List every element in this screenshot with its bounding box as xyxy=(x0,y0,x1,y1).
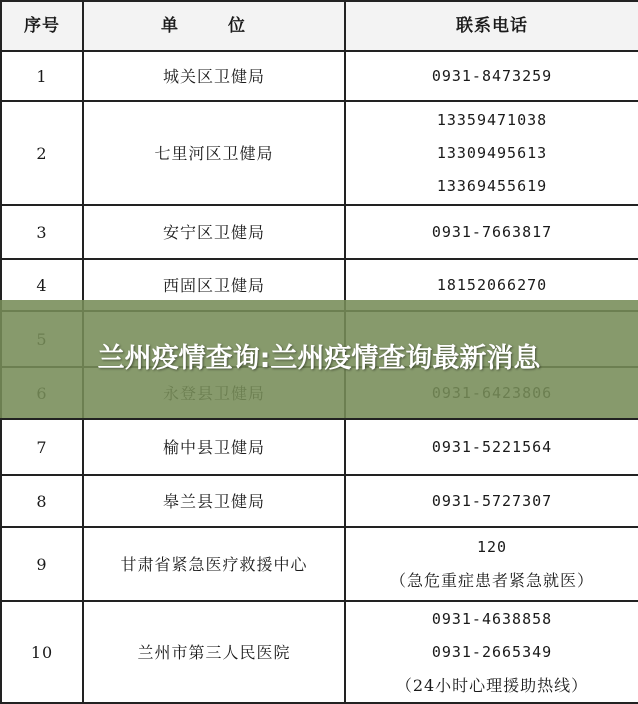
table-header-row xyxy=(2,2,638,52)
phone-number: 0931-2665349 xyxy=(431,642,553,661)
row-phone-cell xyxy=(346,528,638,602)
row-serial: 10 xyxy=(2,602,84,704)
row-serial: 4 xyxy=(2,260,84,312)
phone-number: 0931-7663817 xyxy=(431,222,553,241)
row-serial: 9 xyxy=(2,528,84,602)
row-unit: 七里河区卫健局 xyxy=(84,102,346,206)
row-serial: 3 xyxy=(2,206,84,260)
phone-number: 13359471038 xyxy=(436,110,548,129)
table-row xyxy=(2,206,638,260)
row-phone-cell xyxy=(346,206,638,260)
phone-note: （急危重症患者紧急就医） xyxy=(389,571,594,590)
row-unit: 榆中县卫健局 xyxy=(84,420,346,476)
header-serial: 序号 xyxy=(2,2,84,52)
row-phone-cell xyxy=(346,52,638,102)
phone-number: 13369455619 xyxy=(436,176,548,195)
phone-number: 120 xyxy=(476,538,508,556)
phone-number: 0931-8473259 xyxy=(431,66,553,85)
row-unit: 兰州市第三人民医院 xyxy=(84,602,346,704)
row-phone-cell xyxy=(346,476,638,528)
table-row xyxy=(2,476,638,528)
row-phone-cell xyxy=(346,102,638,206)
phone-note: （24小时心理援助热线） xyxy=(395,675,589,695)
table-row xyxy=(2,52,638,102)
table-row xyxy=(2,420,638,476)
table-row xyxy=(2,528,638,602)
header-phone: 联系电话 xyxy=(346,2,638,52)
table-row xyxy=(2,102,638,206)
header-unit: 单 位 xyxy=(84,2,346,52)
row-serial: 7 xyxy=(2,420,84,476)
phone-number: 18152066270 xyxy=(436,275,548,294)
phone-number: 13309495613 xyxy=(436,143,548,162)
table-row xyxy=(2,602,638,704)
title-banner xyxy=(0,300,638,418)
row-unit: 城关区卫健局 xyxy=(84,52,346,102)
row-unit: 安宁区卫健局 xyxy=(84,206,346,260)
row-serial: 8 xyxy=(2,476,84,528)
row-unit: 皋兰县卫健局 xyxy=(84,476,346,528)
row-serial: 1 xyxy=(2,52,84,102)
row-phone-cell xyxy=(346,420,638,476)
row-unit: 甘肃省紧急医疗救援中心 xyxy=(84,528,346,602)
row-phone-cell xyxy=(346,602,638,704)
phone-number: 0931-4638858 xyxy=(431,609,553,628)
banner-title: 兰州疫情查询:兰州疫情查询最新消息 xyxy=(97,343,541,374)
row-serial: 2 xyxy=(2,102,84,206)
phone-number: 0931-5221564 xyxy=(431,437,553,456)
phone-number: 0931-5727307 xyxy=(431,491,553,510)
row-unit: 西固区卫健局 xyxy=(84,260,346,312)
